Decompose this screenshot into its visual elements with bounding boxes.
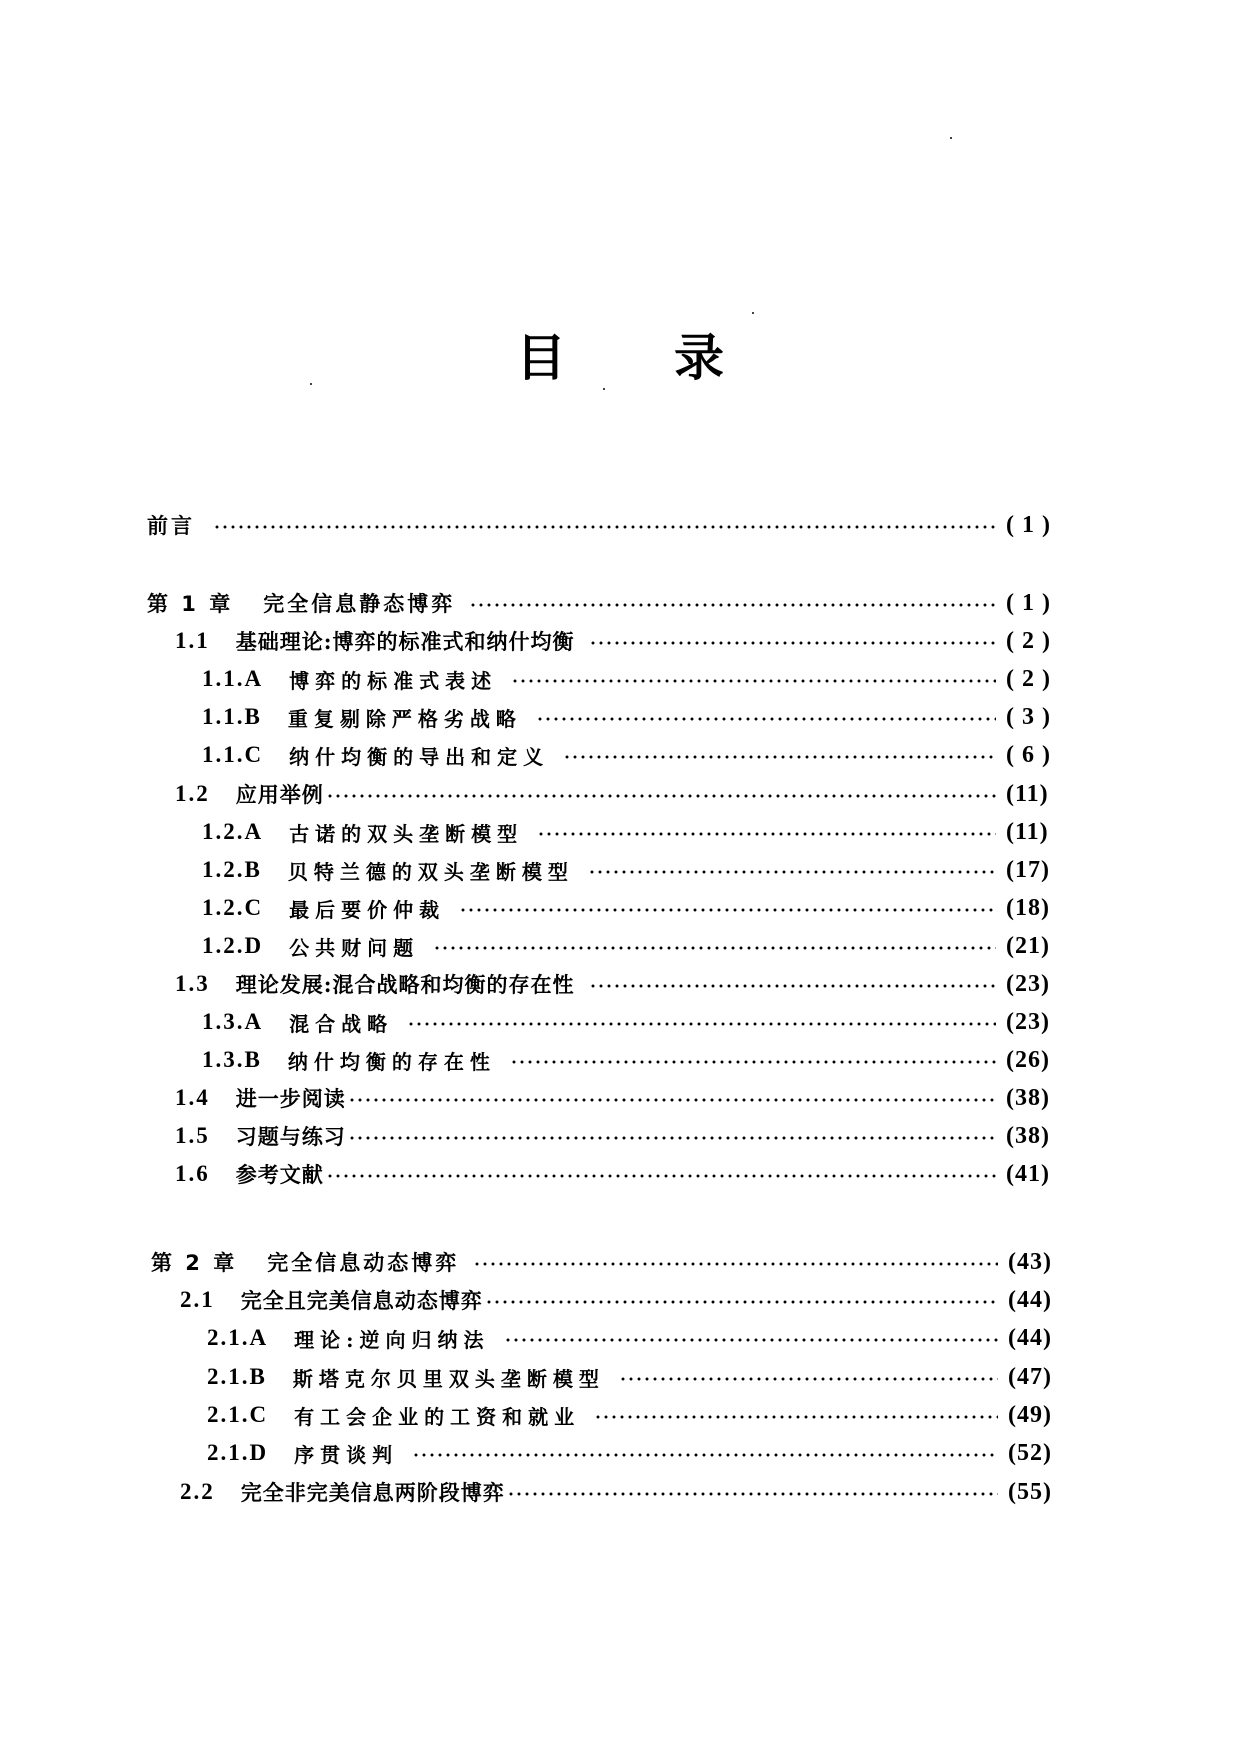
toc-entry-subsection[interactable] bbox=[202, 855, 1062, 885]
subsection-title: 理论:逆向归纳法 bbox=[294, 1327, 490, 1352]
toc-entry-subsection[interactable] bbox=[207, 1438, 1064, 1468]
toc-entry-section[interactable] bbox=[175, 1159, 1062, 1189]
toc-entry-preface[interactable] bbox=[147, 510, 1062, 540]
chapter-number: 第 1 章 bbox=[147, 592, 234, 616]
leader-dots bbox=[469, 603, 996, 607]
leader-dots bbox=[326, 1174, 996, 1178]
page-number: (52) bbox=[1008, 1439, 1052, 1466]
toc-entry-chapter-2[interactable] bbox=[151, 1247, 1064, 1277]
leader-dots bbox=[563, 755, 996, 759]
section-title: 进一步阅读 bbox=[235, 1086, 346, 1111]
leader-dots bbox=[507, 1492, 998, 1496]
section-title: 习题与练习 bbox=[235, 1124, 346, 1149]
chapter-title: 完全信息静态博弈 bbox=[263, 592, 456, 616]
subsection-number: 2.1.B bbox=[207, 1364, 267, 1389]
page-number: (11) bbox=[1006, 818, 1049, 845]
leader-dots bbox=[459, 908, 996, 912]
leader-dots bbox=[589, 641, 996, 645]
leader-dots bbox=[537, 832, 996, 836]
page-number: (55) bbox=[1008, 1478, 1052, 1505]
section-number: 2.1 bbox=[180, 1287, 215, 1312]
section-number: 1.4 bbox=[175, 1085, 210, 1110]
leader-dots bbox=[511, 679, 996, 683]
toc-entry-section[interactable] bbox=[175, 626, 1062, 656]
page-title bbox=[0, 318, 1240, 390]
page-number: (17) bbox=[1006, 856, 1050, 883]
subsection-title: 纳什均衡的存在性 bbox=[287, 1049, 496, 1074]
leader-dots bbox=[619, 1377, 998, 1381]
scan-speck bbox=[752, 312, 754, 314]
section-number: 1.3 bbox=[175, 971, 210, 996]
leader-dots bbox=[213, 525, 996, 529]
page-number: (41) bbox=[1006, 1160, 1050, 1187]
leader-dots bbox=[589, 984, 996, 988]
toc-entry-section[interactable] bbox=[175, 969, 1062, 999]
leader-dots bbox=[473, 1262, 998, 1266]
subsection-number: 1.1.B bbox=[202, 704, 262, 729]
section-title: 参考文献 bbox=[235, 1162, 324, 1187]
section-number: 1.2 bbox=[175, 781, 210, 806]
scan-speck bbox=[950, 137, 952, 139]
toc-entry-subsection[interactable] bbox=[207, 1323, 1064, 1353]
subsection-number: 1.2.B bbox=[202, 857, 262, 882]
toc-entry-subsection[interactable] bbox=[202, 817, 1062, 847]
page-number: (47) bbox=[1008, 1363, 1052, 1390]
section-number: 1.6 bbox=[175, 1161, 210, 1186]
leader-dots bbox=[348, 1136, 996, 1140]
toc-entry-subsection[interactable] bbox=[202, 1045, 1062, 1075]
leader-dots bbox=[485, 1300, 998, 1304]
page-number: ( 1 ) bbox=[1006, 589, 1051, 616]
subsection-title: 公共财问题 bbox=[289, 935, 420, 960]
toc-entry-subsection[interactable] bbox=[202, 740, 1062, 770]
page-number: (23) bbox=[1006, 1008, 1050, 1035]
toc-entry-section[interactable] bbox=[175, 1083, 1062, 1113]
subsection-title: 贝特兰德的双头垄断模型 bbox=[287, 859, 574, 884]
subsection-title: 纳什均衡的导出和定义 bbox=[289, 744, 550, 769]
leader-dots bbox=[594, 1415, 998, 1419]
chapter-title: 完全信息动态博弈 bbox=[267, 1251, 460, 1275]
leader-dots bbox=[412, 1453, 998, 1457]
toc-entry-subsection[interactable] bbox=[202, 702, 1062, 732]
title-char-1: 目 bbox=[516, 328, 566, 387]
page-number: ( 2 ) bbox=[1006, 665, 1051, 692]
section-title: 基础理论:博弈的标准式和纳什均衡 bbox=[235, 629, 575, 654]
subsection-number: 1.3.B bbox=[202, 1047, 262, 1072]
page-number: (21) bbox=[1006, 932, 1050, 959]
leader-dots bbox=[504, 1338, 998, 1342]
subsection-number: 2.1.D bbox=[207, 1440, 269, 1465]
chapter-number: 第 2 章 bbox=[151, 1251, 238, 1275]
toc-entry-section[interactable] bbox=[175, 779, 1062, 809]
page-number: ( 2 ) bbox=[1006, 627, 1051, 654]
toc-entry-section[interactable] bbox=[175, 1121, 1062, 1151]
toc-entry-subsection[interactable] bbox=[207, 1362, 1064, 1392]
page-number: ( 1 ) bbox=[1006, 511, 1051, 538]
page-number: (44) bbox=[1008, 1286, 1052, 1313]
page-number: (23) bbox=[1006, 970, 1050, 997]
page-number: ( 3 ) bbox=[1006, 703, 1051, 730]
section-number: 1.5 bbox=[175, 1123, 210, 1148]
title-char-2: 录 bbox=[674, 328, 724, 387]
subsection-title: 古诺的双头垄断模型 bbox=[289, 821, 524, 846]
page-number: (11) bbox=[1006, 780, 1049, 807]
page-number: (44) bbox=[1008, 1324, 1052, 1351]
subsection-number: 1.2.A bbox=[202, 819, 264, 844]
page-number: ( 6 ) bbox=[1006, 741, 1051, 768]
leader-dots bbox=[588, 870, 996, 874]
subsection-title: 最后要价仲裁 bbox=[289, 897, 446, 922]
subsection-number: 1.3.A bbox=[202, 1009, 264, 1034]
subsection-title: 重复剔除严格劣战略 bbox=[287, 706, 522, 731]
toc-entry-subsection[interactable] bbox=[202, 1007, 1062, 1037]
subsection-title: 斯塔克尔贝里双头垄断模型 bbox=[292, 1366, 605, 1391]
subsection-number: 1.1.A bbox=[202, 666, 264, 691]
page-number: (43) bbox=[1008, 1248, 1052, 1275]
leader-dots bbox=[510, 1060, 996, 1064]
section-title: 完全且完美信息动态博弈 bbox=[240, 1288, 483, 1313]
section-number: 2.2 bbox=[180, 1479, 215, 1504]
toc-entry-chapter-1[interactable] bbox=[147, 588, 1062, 618]
leader-dots bbox=[536, 717, 996, 721]
section-number: 1.1 bbox=[175, 628, 210, 653]
page-number: (26) bbox=[1006, 1046, 1050, 1073]
toc-entry-subsection[interactable] bbox=[202, 931, 1062, 961]
page-number: (38) bbox=[1006, 1084, 1050, 1111]
subsection-title: 混合战略 bbox=[289, 1011, 394, 1036]
toc-entry-section[interactable] bbox=[180, 1477, 1064, 1507]
leader-dots bbox=[326, 794, 996, 798]
subsection-title: 博弈的标准式表述 bbox=[289, 668, 498, 693]
page-number: (49) bbox=[1008, 1401, 1052, 1428]
subsection-number: 1.2.D bbox=[202, 933, 264, 958]
toc-entry-subsection[interactable] bbox=[202, 664, 1062, 694]
leader-dots bbox=[433, 946, 996, 950]
subsection-title: 有工会企业的工资和就业 bbox=[294, 1404, 581, 1429]
leader-dots bbox=[407, 1022, 996, 1026]
subsection-number: 2.1.A bbox=[207, 1325, 269, 1350]
toc-entry-subsection[interactable] bbox=[207, 1400, 1064, 1430]
page-number: (18) bbox=[1006, 894, 1050, 921]
entry-title: 前言 bbox=[147, 514, 195, 538]
toc-entry-section[interactable] bbox=[180, 1285, 1064, 1315]
toc-entry-subsection[interactable] bbox=[202, 893, 1062, 923]
section-title: 完全非完美信息两阶段博弈 bbox=[240, 1480, 505, 1505]
page-number: (38) bbox=[1006, 1122, 1050, 1149]
section-title: 应用举例 bbox=[235, 782, 324, 807]
subsection-number: 1.1.C bbox=[202, 742, 264, 767]
leader-dots bbox=[348, 1098, 996, 1102]
subsection-title: 序贯谈判 bbox=[294, 1442, 399, 1467]
subsection-number: 1.2.C bbox=[202, 895, 264, 920]
subsection-number: 2.1.C bbox=[207, 1402, 269, 1427]
section-title: 理论发展:混合战略和均衡的存在性 bbox=[235, 972, 575, 997]
